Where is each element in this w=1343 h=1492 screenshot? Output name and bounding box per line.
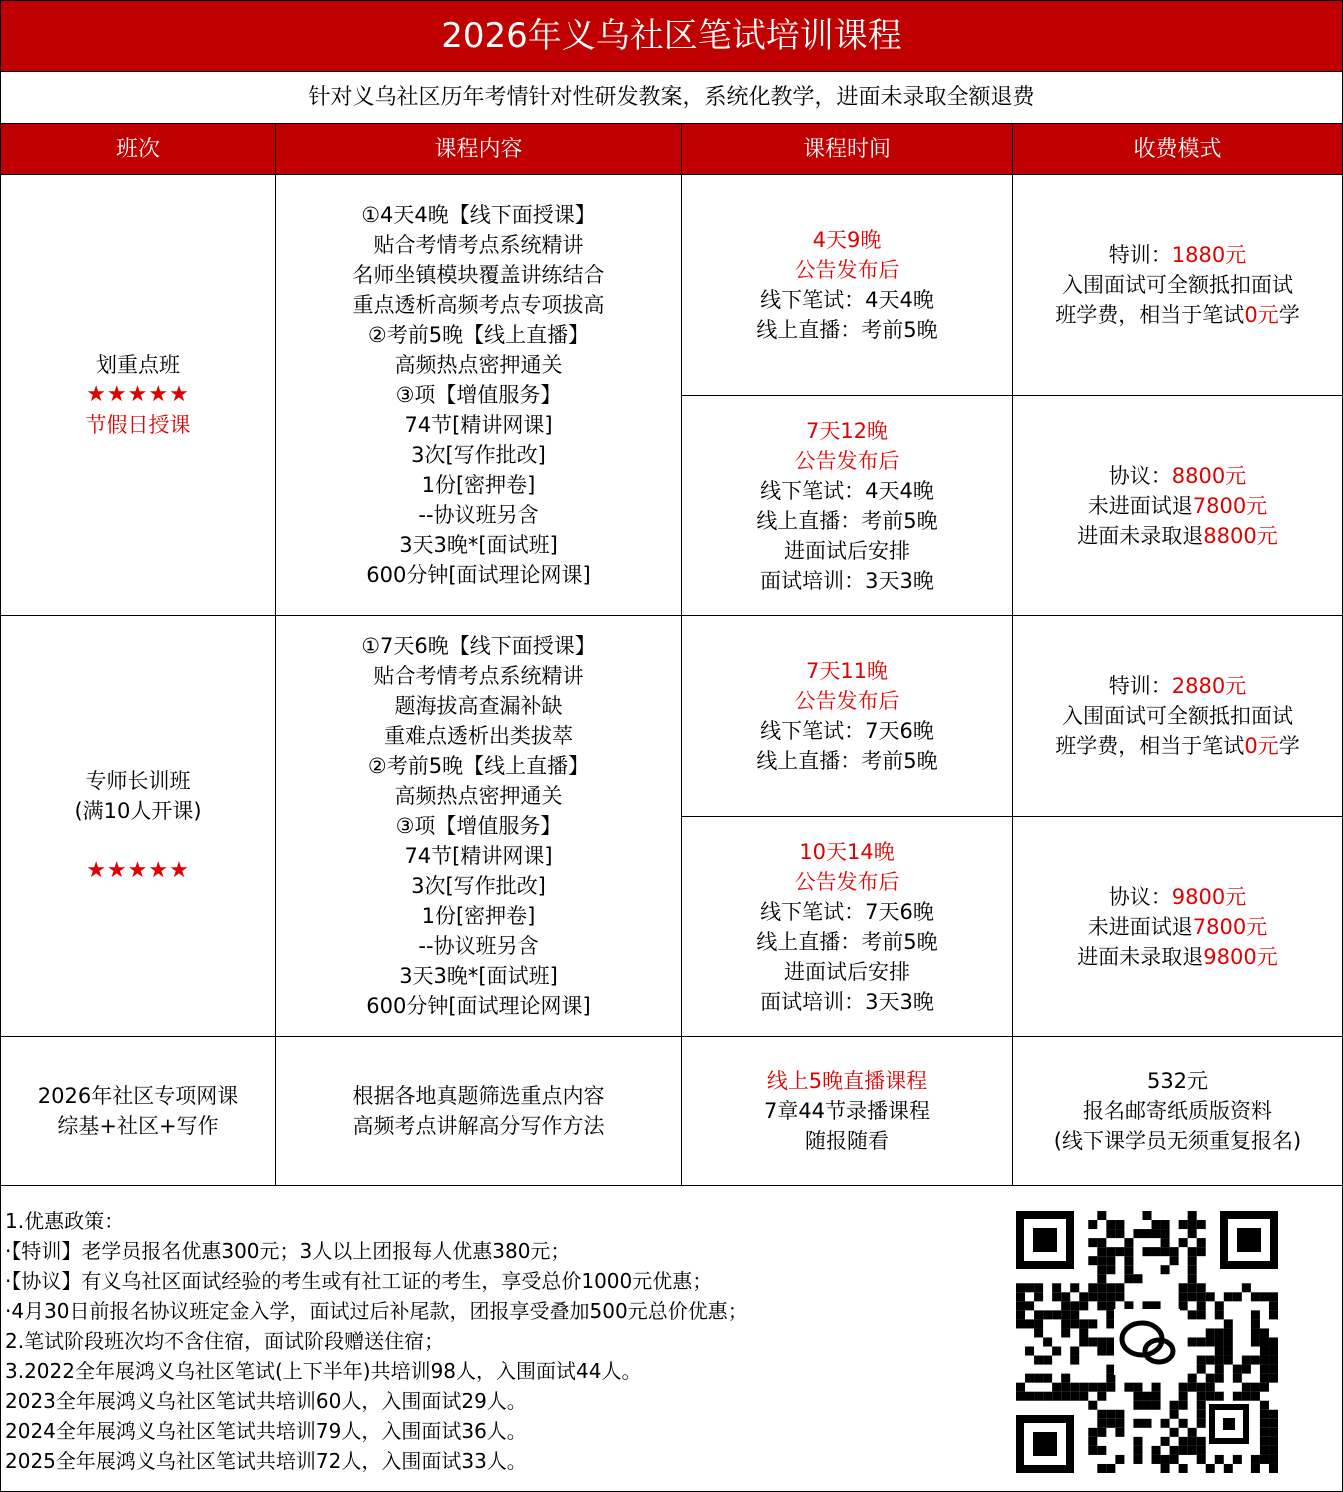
fee-zero: 0元 xyxy=(1244,303,1279,327)
row1-content-line: 600分钟[面试理论网课] xyxy=(366,563,591,587)
row2-fee-b-refund xyxy=(1088,912,1267,942)
page-title: 2026年义乌社区笔试培训课程 xyxy=(1,1,1342,72)
row2-fee-a-line xyxy=(1055,731,1299,761)
row3-content-line: 根据各地真题筛选重点内容 xyxy=(352,1084,605,1108)
fee-text: 班学费，相当于笔试 xyxy=(1055,303,1245,327)
footer-line: ·【协议】有义乌社区面试经验的考生或有社工证的考生，享受总价1000元优惠； xyxy=(5,1269,713,1293)
row3-class-line: 2026年社区专项网课 xyxy=(37,1084,239,1108)
row2-content-line: 重难点透析出类拔萃 xyxy=(384,724,573,748)
fee-price: 9800元 xyxy=(1171,884,1247,909)
row3-fee-cell xyxy=(1013,1037,1342,1186)
footer-line: 2024全年展鸿义乌社区笔试共培训79人，入围面试36人。 xyxy=(5,1419,527,1443)
row2-fee-b-cell xyxy=(1013,817,1342,1037)
row1-class-name: 划重点班 xyxy=(96,353,180,377)
fee-text: 班学费，相当于笔试 xyxy=(1055,734,1245,758)
row2-content-line: 1份[密押卷] xyxy=(421,904,536,928)
row2-fee-a-line: 入围面试可全额抵扣面试 xyxy=(1062,704,1293,728)
row2-time-a-duration: 7天11晚 xyxy=(805,659,889,683)
row1-class-cell xyxy=(1,175,276,616)
fee-label: 协议： xyxy=(1108,884,1172,909)
row1-time-b-line: 线下笔试：4天4晚 xyxy=(760,478,934,503)
row1-time-a-start: 公告发布后 xyxy=(794,258,900,282)
row1-fee-a-line xyxy=(1055,300,1299,330)
fee-text: 学 xyxy=(1278,734,1300,758)
row1-fee-a-price xyxy=(1109,240,1246,270)
row2-time-b-line: 面试培训：3天3晚 xyxy=(760,989,934,1014)
row1-content-line: 1份[密押卷] xyxy=(421,473,536,497)
row1-time-b-cell xyxy=(682,396,1013,616)
footer-line: ·4月30日前报名协议班定金入学，面试过后补尾款，团报享受叠加500元总价优惠； xyxy=(5,1299,748,1323)
row1-content-line: 高频热点密押通关 xyxy=(394,353,563,377)
row2-time-b-start: 公告发布后 xyxy=(794,869,900,894)
row1-time-b-line: 进面试后安排 xyxy=(784,538,910,563)
row1-time-b-duration: 7天12晚 xyxy=(805,418,889,443)
row2-content-line: 3天3晚*[面试班] xyxy=(399,964,558,988)
row1-time-a-cell xyxy=(682,175,1013,396)
fee-price: 9800元 xyxy=(1203,944,1278,969)
row3-content-cell xyxy=(276,1037,682,1186)
row2-content-line: 高频热点密押通关 xyxy=(394,784,563,808)
footer-line: 2023全年展鸿义乌社区笔试共培训60人，入围面试29人。 xyxy=(5,1389,527,1413)
row1-content-line: ③项【增值服务】 xyxy=(395,383,562,407)
row2-content-line: 3次[写作批改] xyxy=(411,874,546,898)
header-class: 班次 xyxy=(1,124,276,175)
row2-time-b-cell xyxy=(682,817,1013,1037)
footer-line: 3.2022全年展鸿义乌社区笔试(上下半年)共培训98人，入围面试44人。 xyxy=(5,1359,642,1383)
row1-content-line: 74节[精讲网课] xyxy=(404,413,553,437)
row1-fee-b-refund xyxy=(1088,491,1267,521)
row3-class-line: 综基+社区+写作 xyxy=(57,1114,219,1138)
row2-content-cell xyxy=(276,616,682,1037)
row1-fee-a-cell xyxy=(1013,175,1342,396)
row2-class-name: 专师长训班 xyxy=(85,769,191,793)
row1-content-line: 3天3晚*[面试班] xyxy=(399,533,558,557)
fee-price: 7800元 xyxy=(1192,914,1268,939)
row1-content-line: 贴合考情考点系统精讲 xyxy=(373,233,584,257)
row1-fee-b-cell xyxy=(1013,396,1342,616)
fee-label: 特训： xyxy=(1108,674,1172,698)
row2-class-sub: (满10人开课) xyxy=(74,799,202,823)
row1-time-b-start: 公告发布后 xyxy=(794,448,900,473)
fee-price: 8800元 xyxy=(1171,463,1247,488)
row3-time-live: 线上5晚直播课程 xyxy=(766,1069,928,1093)
footer-line: 1.优惠政策： xyxy=(5,1209,125,1233)
fee-price: 2880元 xyxy=(1171,674,1247,698)
wechat-qr-code-icon xyxy=(1016,1211,1278,1473)
row2-time-b-duration: 10天14晚 xyxy=(799,839,895,864)
row2-fee-a-cell xyxy=(1013,616,1342,817)
fee-text: 进面未录取退 xyxy=(1077,523,1204,548)
row2-star-rating: ★★★★★ xyxy=(86,858,190,883)
row2-content-line: ①7天6晚【线下面授课】 xyxy=(361,634,596,658)
fee-price: 7800元 xyxy=(1192,493,1268,518)
fee-label: 协议： xyxy=(1108,463,1172,488)
row2-time-a-cell xyxy=(682,616,1013,817)
row2-fee-b-refund xyxy=(1077,942,1277,972)
row2-content-line: 600分钟[面试理论网课] xyxy=(366,994,591,1018)
header-content: 课程内容 xyxy=(276,124,682,175)
row3-time-line: 随报随看 xyxy=(805,1129,889,1153)
row2-time-b-line: 线下笔试：7天6晚 xyxy=(760,899,934,924)
row1-time-a-line: 线下笔试：4天4晚 xyxy=(760,288,934,312)
row2-time-b-line: 线上直播：考前5晚 xyxy=(756,929,938,954)
footer-notes xyxy=(1,1186,981,1486)
row3-time-cell xyxy=(682,1037,1013,1186)
row2-content-line: 题海拔高查漏补缺 xyxy=(394,694,563,718)
fee-text: 未进面试退 xyxy=(1087,914,1193,939)
row3-fee-line: (线下课学员无须重复报名) xyxy=(1053,1129,1302,1153)
header-time: 课程时间 xyxy=(682,124,1013,175)
row2-content-line: 贴合考情考点系统精讲 xyxy=(373,664,584,688)
row1-content-cell xyxy=(276,175,682,616)
row1-note: 节假日授课 xyxy=(85,413,191,437)
fee-zero: 0元 xyxy=(1244,734,1279,758)
row1-time-b-line: 面试培训：3天3晚 xyxy=(760,568,934,593)
row3-class-cell xyxy=(1,1037,276,1186)
row1-content-line: 重点透析高频考点专项拔高 xyxy=(352,293,605,317)
row1-content-line: --协议班另含 xyxy=(418,503,539,527)
row2-fee-a-price xyxy=(1109,671,1246,701)
row3-time-line: 7章44节录播课程 xyxy=(763,1099,931,1123)
row1-content-line: ①4天4晚【线下面授课】 xyxy=(361,203,596,227)
footer-line: 2.笔试阶段班次均不含住宿，面试阶段赠送住宿； xyxy=(5,1329,445,1353)
row1-star-rating: ★★★★★ xyxy=(86,382,190,407)
row2-content-line: 74节[精讲网课] xyxy=(404,844,553,868)
row3-fee-line: 报名邮寄纸质版资料 xyxy=(1083,1099,1272,1123)
row2-time-a-line: 线上直播：考前5晚 xyxy=(756,749,938,773)
row2-time-a-start: 公告发布后 xyxy=(794,689,900,713)
row2-content-line: ②考前5晚【线上直播】 xyxy=(367,754,590,778)
row2-fee-b-price xyxy=(1109,882,1246,912)
row1-fee-b-refund xyxy=(1077,521,1277,551)
fee-text: 学 xyxy=(1278,303,1300,327)
row3-fee-line: 532元 xyxy=(1146,1069,1209,1093)
row3-content-line: 高频考点讲解高分写作方法 xyxy=(352,1114,605,1138)
row2-content-line: ③项【增值服务】 xyxy=(395,814,562,838)
fee-price: 1880元 xyxy=(1171,243,1247,267)
row1-content-line: ②考前5晚【线上直播】 xyxy=(367,323,590,347)
row2-content-line: --协议班另含 xyxy=(418,934,539,958)
row1-time-b-line: 线上直播：考前5晚 xyxy=(756,508,938,533)
footer-line: ·【特训】老学员报名优惠300元；3人以上团报每人优惠380元； xyxy=(5,1239,571,1263)
row1-content-line: 名师坐镇模块覆盖讲练结合 xyxy=(352,263,605,287)
footer-line: 2025全年展鸿义乌社区笔试共培训72人，入围面试33人。 xyxy=(5,1449,527,1473)
row1-time-a-line: 线上直播：考前5晚 xyxy=(756,318,938,342)
fee-text: 未进面试退 xyxy=(1087,493,1193,518)
fee-price: 8800元 xyxy=(1203,523,1278,548)
header-fee: 收费模式 xyxy=(1013,124,1342,175)
row2-time-a-line: 线下笔试：7天6晚 xyxy=(760,719,934,743)
row2-class-cell xyxy=(1,616,276,1037)
row1-fee-a-line: 入围面试可全额抵扣面试 xyxy=(1062,273,1293,297)
row1-content-line: 3次[写作批改] xyxy=(411,443,546,467)
row2-time-b-line: 进面试后安排 xyxy=(784,959,910,984)
fee-label: 特训： xyxy=(1108,243,1172,267)
page-subtitle: 针对义乌社区历年考情针对性研发教案，系统化教学，进面未录取全额退费 xyxy=(1,72,1342,124)
row1-time-a-duration: 4天9晚 xyxy=(812,228,882,252)
row1-fee-b-price xyxy=(1109,461,1246,491)
fee-text: 进面未录取退 xyxy=(1077,944,1204,969)
